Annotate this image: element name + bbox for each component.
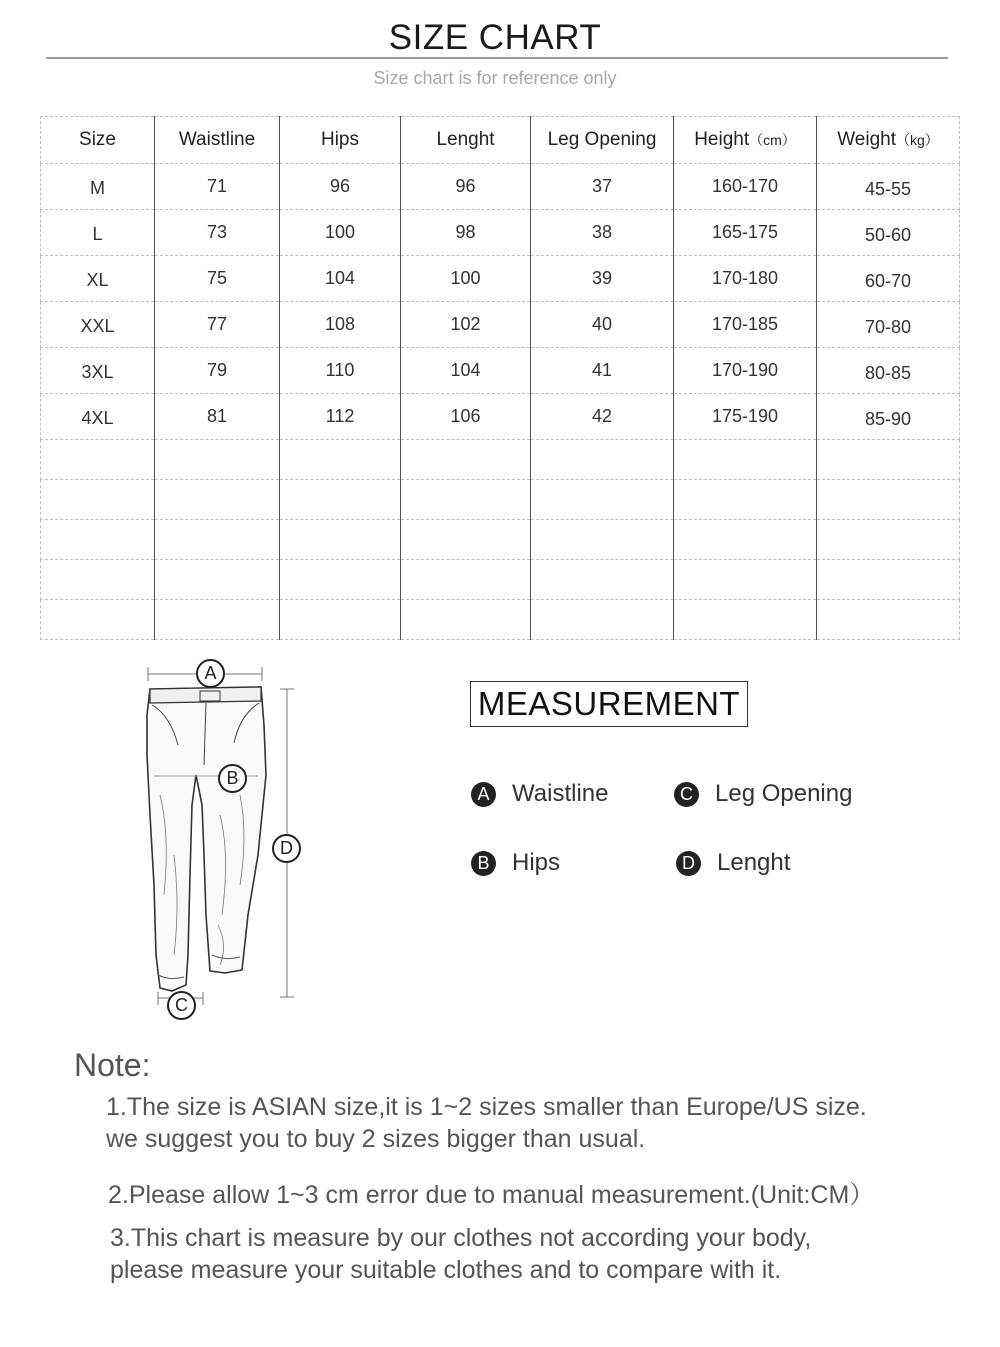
table-cell: 79 [155,348,280,394]
table-cell: 3XL [41,348,155,394]
table-cell: 112 [280,394,401,440]
column-header: Leg Opening [531,117,674,164]
table-cell-empty [817,520,960,560]
marker-b-icon: B [218,764,247,793]
table-cell: 60-70 [817,256,960,302]
table-cell: 96 [280,164,401,210]
table-cell: 41 [531,348,674,394]
table-cell-empty [155,600,280,640]
note-line: 3.This chart is measure by our clothes not according your body, [110,1224,812,1252]
table-cell: 104 [280,256,401,302]
table-cell: 81 [155,394,280,440]
legend-label: Lenght [717,849,791,876]
title-divider [46,57,948,59]
note-line: 2.Please allow 1~3 cm error due to manual measurement.(Unit:CM） [108,1181,875,1209]
table-cell-empty [817,600,960,640]
table-cell-empty [280,560,401,600]
table-cell: 4XL [41,394,155,440]
note-line: 1.The size is ASIAN size,it is 1~2 sizes smaller than Europe/US size. [106,1093,867,1121]
table-cell: 70-80 [817,302,960,348]
table-cell-empty [401,480,531,520]
table-cell: XXL [41,302,155,348]
table-cell-empty [41,600,155,640]
table-cell-empty [531,560,674,600]
marker-c-icon: C [167,991,196,1020]
table-cell-empty [531,480,674,520]
table-cell-empty [817,560,960,600]
letter-c-icon: C [674,782,699,807]
letter-d-icon: D [676,851,701,876]
table-cell: 108 [280,302,401,348]
table-cell-empty [674,520,817,560]
table-cell-empty [674,600,817,640]
table-cell-empty [41,520,155,560]
table-row [41,302,960,348]
table-cell: 170-180 [674,256,817,302]
table-cell: 80-85 [817,348,960,394]
size-table [40,116,960,640]
table-cell-empty [817,440,960,480]
table-cell-empty [674,560,817,600]
table-row-empty [41,520,960,560]
table-cell: 98 [401,210,531,256]
table-cell: 75 [155,256,280,302]
table-cell: 96 [401,164,531,210]
table-cell: 39 [531,256,674,302]
table-cell-empty [41,480,155,520]
table-cell: 45-55 [817,164,960,210]
table-cell: 100 [401,256,531,302]
table-cell-empty [674,440,817,480]
letter-b-icon: B [471,851,496,876]
legend-item-leg-opening [674,780,852,808]
table-cell: L [41,210,155,256]
page-subtitle: Size chart is for reference only [373,68,617,88]
table-cell-empty [531,520,674,560]
table-cell: 38 [531,210,674,256]
table-row [41,394,960,440]
table-cell: 170-185 [674,302,817,348]
table-cell-empty [155,520,280,560]
legend-item-length [676,849,790,877]
table-cell: 110 [280,348,401,394]
table-cell-empty [41,440,155,480]
table-cell-empty [401,600,531,640]
table-cell: 85-90 [817,394,960,440]
table-row [41,348,960,394]
table-row-empty [41,600,960,640]
table-cell-empty [401,520,531,560]
table-row-empty [41,560,960,600]
note-line: please measure your suitable clothes and to compare with it. [110,1256,782,1284]
table-cell: 170-190 [674,348,817,394]
legend-label: Waistline [512,780,609,807]
table-cell-empty [155,440,280,480]
table-cell-empty [41,560,155,600]
table-cell: 165-175 [674,210,817,256]
table-cell: 40 [531,302,674,348]
table-cell: 175-190 [674,394,817,440]
table-row [41,210,960,256]
table-header-row [41,117,960,164]
table-cell-empty [401,440,531,480]
table-row-empty [41,440,960,480]
column-header: Hips [280,117,401,164]
legend-label: Leg Opening [715,780,853,807]
table-cell-empty [155,480,280,520]
column-header: Waistline [155,117,280,164]
table-cell: 104 [401,348,531,394]
table-cell: 102 [401,302,531,348]
table-cell: 160-170 [674,164,817,210]
table-cell: 106 [401,394,531,440]
column-header: Height（cm） [674,117,817,164]
legend-item-hips [471,849,560,877]
table-cell: 77 [155,302,280,348]
table-cell-empty [401,560,531,600]
table-cell: 73 [155,210,280,256]
table-cell: 50-60 [817,210,960,256]
column-header: Size [41,117,155,164]
column-header: Lenght [401,117,531,164]
page-title: SIZE CHART [388,18,602,57]
table-cell: 100 [280,210,401,256]
letter-a-icon: A [471,782,496,807]
table-cell-empty [280,480,401,520]
measurement-title: MEASUREMENT [470,681,748,727]
table-cell-empty [280,520,401,560]
table-cell-empty [817,480,960,520]
table-row-empty [41,480,960,520]
note-title: Note: [74,1047,151,1083]
table-cell: XL [41,256,155,302]
table-cell: 71 [155,164,280,210]
table-row [41,164,960,210]
table-cell-empty [531,600,674,640]
legend-label: Hips [512,849,561,876]
table-cell-empty [531,440,674,480]
table-cell: M [41,164,155,210]
table-cell-empty [155,560,280,600]
legend-item-waistline [471,780,608,808]
table-cell-empty [280,600,401,640]
table-cell: 37 [531,164,674,210]
note-line: we suggest you to buy 2 sizes bigger than usual. [106,1125,646,1153]
marker-a-icon: A [196,659,225,688]
table-cell-empty [674,480,817,520]
column-header: Weight（kg） [817,117,960,164]
table-row [41,256,960,302]
table-cell-empty [280,440,401,480]
marker-d-icon: D [272,834,301,863]
table-cell: 42 [531,394,674,440]
